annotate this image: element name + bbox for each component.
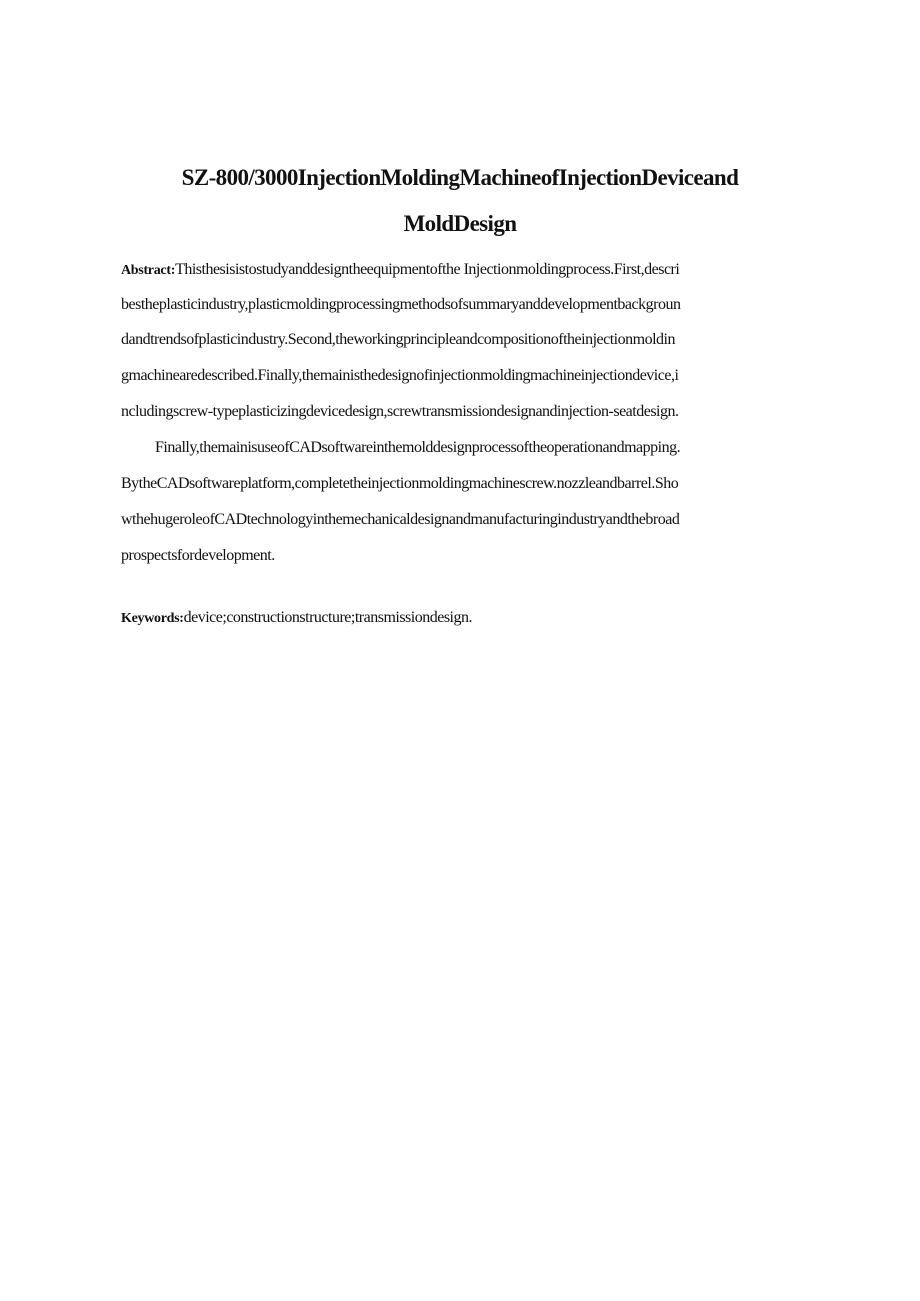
abstract-text: Thisthesisistostudyanddesigntheequipmentofthe Injectionmoldingprocess.First,descri (175, 261, 680, 278)
keywords-line (121, 608, 821, 629)
abstract-label: Abstract: (121, 263, 176, 278)
abstract-line-1 (121, 260, 821, 281)
abstract-para2-line-2: BytheCADsoftwareplatform,completetheinjectionmoldingmachinescrew.nozzleandbarrel.Sho (121, 475, 679, 492)
abstract-para2-line-3: wthehugeroleofCADtechnologyinthemechanicaldesignandmanufacturingindustryandthebroad (121, 511, 680, 528)
abstract-line-3: dandtrendsofplasticindustry.Second,theworkingprincipleandcompositionoftheinjectionmoldin (121, 331, 675, 348)
title-line-2: MoldDesign (403, 211, 517, 236)
abstract-line-4: gmachinearedescribed.Finally,themainisthedesignofinjectionmoldingmachineinjectiondevice,i (121, 367, 679, 384)
keywords-text: device;constructionstructure;transmissiondesign. (183, 609, 472, 626)
abstract-para2-line-4: prospectsfordevelopment. (121, 547, 275, 564)
title-line-1: SZ-800/3000InjectionMoldingMachineofInjectionDeviceand (181, 165, 739, 190)
abstract-line-5: ncludingscrew-typeplasticizingdevicedesign,screwtransmissiondesignandinjection-seatdesign. (121, 403, 679, 420)
abstract-para2-line-1: Finally,themainisuseofCADsoftwareinthemolddesignprocessoftheoperationandmapping. (155, 439, 681, 456)
abstract-line-2: bestheplasticindustry,plasticmoldingprocessingmethodsofsummaryanddevelopmentbackgroun (121, 296, 681, 313)
keywords-label: Keywords: (121, 611, 184, 626)
